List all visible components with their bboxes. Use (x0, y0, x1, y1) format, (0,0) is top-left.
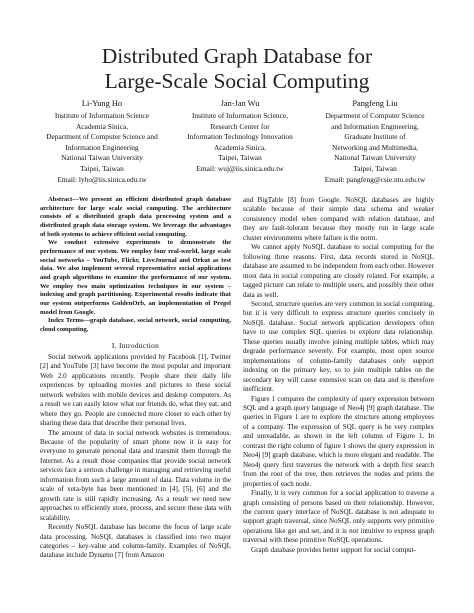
affiliation-line: National Taiwan University (334, 153, 416, 163)
body-paragraph: Recently NoSQL database has become the focus of large scale data processing. NoSQL databases is classified into two major categories – key-value and column-family. Examples of NoSQL database include Dynamo [7] from Amazon (40, 523, 231, 560)
affiliation-line: Networking and Multimedia, (331, 142, 418, 152)
affiliation-line: Academia Sinica, (75, 121, 129, 131)
title-line-2: Large-Scale Social Computing (104, 69, 370, 93)
affiliation-line: Institute of Information Science, (191, 111, 289, 120)
right-column (243, 196, 434, 555)
author-name: Li-Yung Ho (81, 99, 123, 108)
affiliation-line: Taipei, Taiwan (353, 163, 397, 173)
author-email: Email: pangfeng@csie.ntu.edu.tw (324, 174, 426, 184)
author-1 (40, 98, 164, 185)
author-email: Email: wuj@iis.sinica.edu.tw (196, 163, 284, 173)
body-paragraph: Finally, it is very common for a social application to traverse a graph consisting of persons based on their relationship. However, the current query interface of NoSQL database is not adequate to support graph traversal, since NoSQL only supports very primitive operations like get and set, and it is not intuitive to express graph traversal with these primitive NoSQL operations. (243, 489, 434, 545)
affiliation-line: Information Engineering (65, 142, 139, 152)
author-2 (177, 98, 303, 185)
affiliation-line: Taipei, Taiwan (218, 153, 262, 163)
body-paragraph: We cannot apply NoSQL database to social computing for the following three reasons. First, data records stored in NoSQL database are assumed to be independent from each other. However most data in social computing are closely related. For example, a tagged picture can relate to multiple users, and possibly their other data as well. (243, 243, 434, 299)
affiliation-line: and Information Engineering, (331, 121, 419, 131)
affiliation-line: Taipei, Taiwan (80, 163, 124, 173)
affiliation-line: Academia Sinica, (213, 142, 267, 152)
paper-title (0, 44, 474, 94)
abstract (40, 196, 231, 335)
author-name: Pangfeng Liu (352, 99, 398, 108)
affiliation-line: Information Technology Innovation (187, 132, 293, 142)
affiliation-line: Institute of Information Science (54, 111, 150, 120)
body-paragraph: Graph database provides better support for social comput- (251, 545, 416, 554)
body-paragraph: The amount of data in social network websites is tremendous. Because of the popularity of smart phone now it is easy for everyone to generate personal data and transmit them through the Internet. As a result those companies that provide social network services face a serious challenge in managing and retrieving useful information from such a large amount of data. Data volume in the scale of xeta-byte has been mentioned in [4], [5], [6] and the growth rate is still rapidly increasing. As a result we need new approaches to efficiently store, process, and secure these data with scalability. (40, 428, 231, 522)
body-paragraph: Second, structure queries are very common in social computing, but it is very difficult to express structure queries concisely in NoSQL database. Social network application developers often have to use complex SQL queries to explore data relationship. These queries usually involve joining multiple tables, which may degrade performance severely. For example, most open source implementations of column-family databases only support indexing on the primary key, so to join multiple tables on the secondary key will cause extensive scan on data and is therefore inefficient. (243, 299, 434, 394)
affiliation-line: Department of Computer Science and (46, 132, 158, 142)
affiliation-line: Research Center for (210, 121, 270, 131)
body-paragraph: Social network applications provided by Facebook [1], Twitter [2] and YouTube [3] have become the most popular and important Web 2.0 applications recently. People share their daily life experiences by uploading movies and pictures to these social network websites with mobile devices and desktop computers. As a result we can easily know what our friends do, what they eat, and where they go. People are connected more closer to each other by sharing these data that describe their personal lives. (40, 352, 231, 428)
body-paragraph: Figure 1 compares the complexity of query expression between SQL and a graph query language of Neo4j [9] graph database. The queries in Figure 1 are to explore the structure among employees of a company. The expression of SQL query is be very complex and unreadable, as shown in the left column of Figure 1. In contrast the right column of figure 1 shows the query expression in Neo4j [9] graph database, which is more elegant and readable. The Neo4j query first traverses the network with a depth first search from the root of the tree, then retrieves the nodes and prints the properties of each node. (243, 394, 434, 488)
title-line-1: Distributed Graph Database for (101, 44, 373, 68)
section-heading: I. Introduction (111, 340, 160, 350)
index-terms: Index Terms—graph database, social network, social computing, cloud computing, (40, 317, 231, 333)
abstract-paragraph: Abstract—We present an efficient distributed graph database architecture for large scale social computing. The architecture consists of a distributed graph data processing system and a distributed graph data storage system. We leverage the advantages of both systems to achieve efficient social computing. (40, 196, 231, 238)
affiliation-line: Department of Computer Science (325, 111, 425, 120)
author-name: Jan-Jan Wu (220, 99, 260, 108)
author-email: Email: lyho@iis.sinica.edu.tw (57, 174, 147, 184)
affiliation-line: National Taiwan University (61, 153, 143, 163)
affiliation-line: Graduate Institute of (344, 132, 406, 142)
left-column (40, 196, 231, 561)
author-3 (316, 98, 434, 185)
author-block (40, 98, 434, 185)
abstract-paragraph: We conduct extensive experiments to demonstrate the performance of our system. We employ four real-world, large scale social networks – YouTube, Flickr, LiveJournal and Orkut as test data. We also implement several representative social applications and graph algorithms to examine the performance of our system. We employ two main optimization techniques in our system – indexing and graph partitioning. Experimental results indicate that our system outperforms GoldenOrb, an implementation of Pregel model from Google. (40, 239, 231, 316)
body-paragraph: and BigTable [8] from Google. NoSQL databases are highly scalable because of their simple data schema and weaker consistency model when compared with relation database, and they are fault-tolerant because they mostly run in large scale cluster environments where failure is the norm. (243, 196, 434, 242)
